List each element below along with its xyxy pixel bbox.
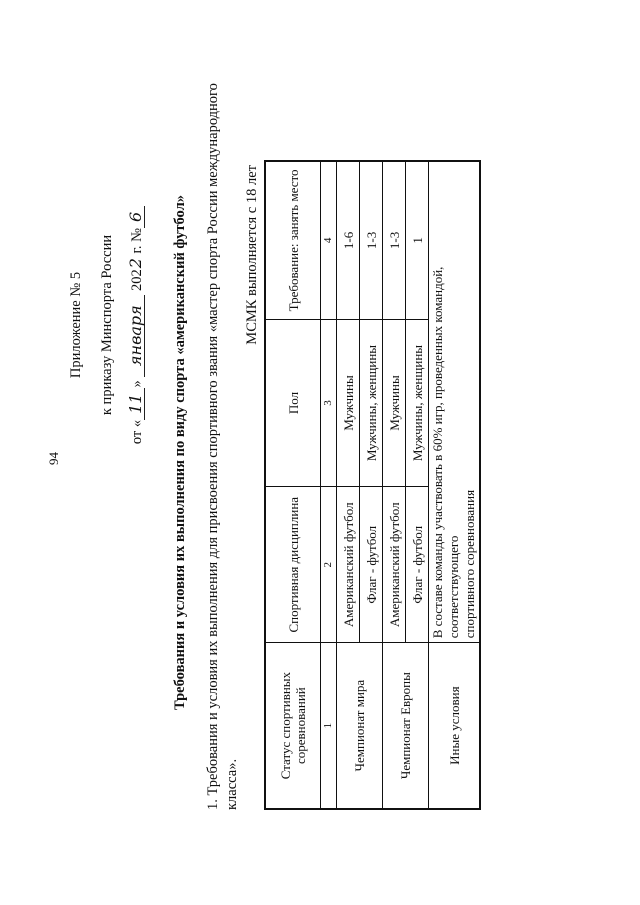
table-row-other-conditions bbox=[429, 161, 481, 809]
document-title: Требования и условия их выполнения по виду спорта «американский футбол» bbox=[172, 195, 188, 710]
status-cell: Чемпионат мира bbox=[337, 643, 383, 809]
table-row bbox=[337, 161, 360, 809]
date-year-handwritten: 2 bbox=[126, 258, 145, 269]
date-month-handwritten: января bbox=[128, 295, 145, 377]
gender-cell: Мужчины bbox=[383, 319, 406, 486]
discipline-cell: Флаг - футбол bbox=[406, 487, 429, 643]
appendix-order: к приказу Минспорта России bbox=[99, 234, 115, 416]
table-row bbox=[383, 161, 406, 809]
intro-text-line-2: класса». bbox=[224, 758, 240, 810]
place-cell: 1-3 bbox=[360, 161, 383, 319]
discipline-cell: Флаг - футбол bbox=[360, 487, 383, 643]
column-number: 1 bbox=[321, 643, 337, 809]
date-day-handwritten: 11 bbox=[128, 388, 145, 420]
header-gender: Пол bbox=[265, 319, 321, 486]
appendix-title: Приложение № 5 bbox=[68, 271, 84, 379]
date-prefix: от « bbox=[129, 419, 145, 445]
other-conditions-label: Иные условия bbox=[429, 643, 481, 809]
header-discipline: Спортивная дисциплина bbox=[265, 487, 321, 643]
place-cell: 1-6 bbox=[337, 161, 360, 319]
date-year-suffix: г. № bbox=[129, 228, 145, 254]
header-status: Статус спортивных соревнований bbox=[265, 643, 321, 809]
gender-cell: Мужчины bbox=[337, 319, 360, 486]
date-number-handwritten: 6 bbox=[128, 206, 145, 228]
other-conditions-text bbox=[429, 161, 481, 643]
date-year-prefix: 202 bbox=[129, 269, 145, 292]
column-number: 2 bbox=[321, 487, 337, 643]
header-place: Требование: занять место bbox=[265, 161, 321, 319]
requirements-table bbox=[264, 160, 481, 810]
status-cell: Чемпионат Европы bbox=[383, 643, 429, 809]
page-number: 94 bbox=[46, 452, 61, 465]
place-cell: 1-3 bbox=[383, 161, 406, 319]
gender-cell: Мужчины, женщины bbox=[360, 319, 383, 486]
table-number-row bbox=[321, 161, 337, 809]
date-mid: » bbox=[129, 380, 145, 388]
column-number: 4 bbox=[321, 161, 337, 319]
other-conditions-line-2: спортивного соревнования bbox=[462, 489, 477, 639]
discipline-cell: Американский футбол bbox=[383, 487, 406, 643]
msmk-note: МСМК выполняется с 18 лет bbox=[244, 165, 260, 345]
other-conditions-line-1: В составе команды участвовать в 60% игр, проведенных командой, соответствующего bbox=[430, 266, 461, 639]
table-header-row bbox=[265, 161, 321, 809]
appendix-date bbox=[128, 175, 146, 475]
gender-cell: Мужчины, женщины bbox=[406, 319, 429, 486]
intro-text-line-1: 1. Требования и условия их выполнения для присвоения спортивного звания «мастер спорта России международного bbox=[205, 83, 221, 810]
column-number: 3 bbox=[321, 319, 337, 486]
place-cell: 1 bbox=[406, 161, 429, 319]
discipline-cell: Американский футбол bbox=[337, 487, 360, 643]
